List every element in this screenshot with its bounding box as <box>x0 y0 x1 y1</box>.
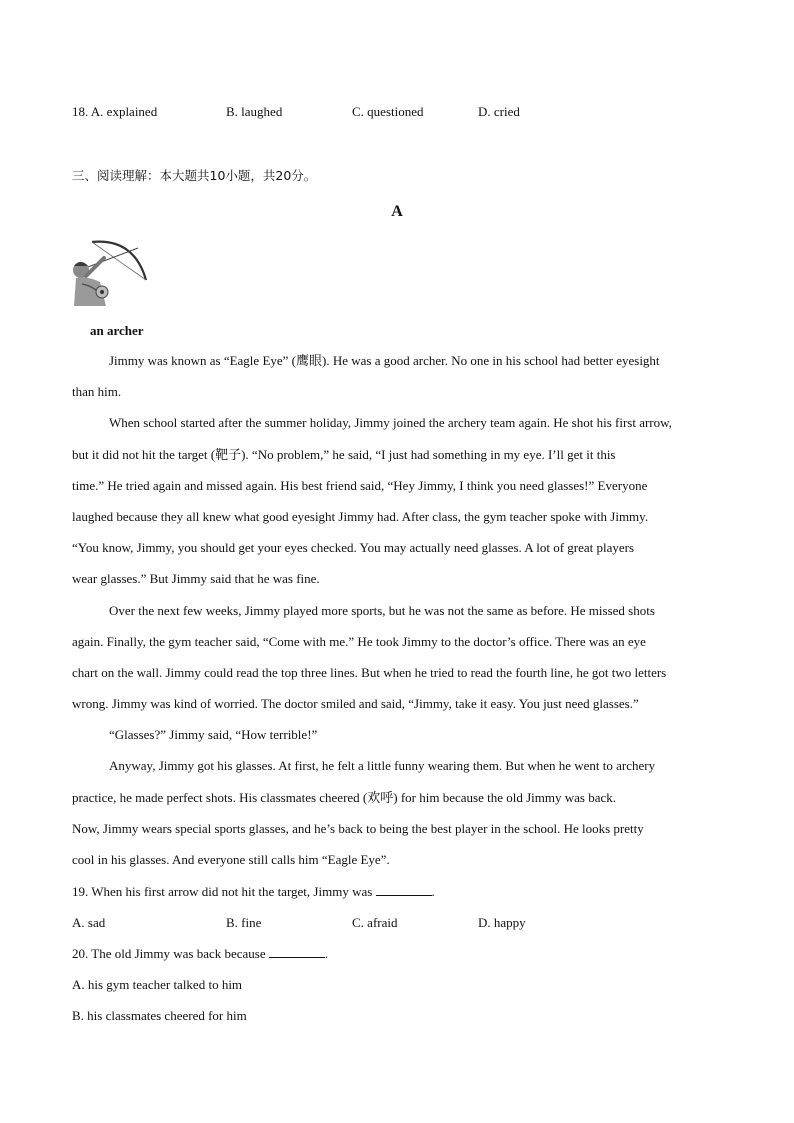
passage-line: cool in his glasses. And everyone still calls him “Eagle Eye”. <box>72 852 390 867</box>
passage-line: Over the next few weeks, Jimmy played more sports, but he was not the same as before. He missed shots <box>109 602 655 618</box>
q18-option-c: C. questioned <box>352 104 424 119</box>
passage-line: wear glasses.” But Jimmy said that he was fine. <box>72 571 320 587</box>
passage-line: When school started after the summer holiday, Jimmy joined the archery team again. He shot his first arrow, <box>109 415 672 431</box>
q18-option-a: 18. A. explained <box>72 104 158 119</box>
passage-body <box>72 345 720 875</box>
passage-title: A <box>391 203 403 220</box>
q20-stem <box>72 946 328 962</box>
q19-stem-end: . <box>431 884 435 899</box>
passage-line: wrong. Jimmy was kind of worried. The doctor smiled and said, “Jimmy, take it easy. You just need glasses.” <box>72 696 639 712</box>
q20-stem-text: 20. The old Jimmy was back because <box>72 946 266 961</box>
passage-line: laughed because they all knew what good eyesight Jimmy had. After class, the gym teacher spoke with Jimmy. <box>72 508 649 524</box>
section-header: 三、阅读理解：本大题共10小题，共20分。 <box>72 168 317 183</box>
q18-option-b: B. laughed <box>226 104 283 119</box>
image-caption: an archer <box>90 323 144 338</box>
passage-line: Jimmy was known as “Eagle Eye” (鹰眼). He was a good archer. No one in his school had better eyesight <box>109 353 660 368</box>
q19-option-b: B. fine <box>226 915 262 930</box>
passage-line: but it did not hit the target (靶子). “No problem,” he said, “I just had something in my eye. I’ll get it this <box>72 446 616 462</box>
passage-line: again. Finally, the gym teacher said, “Come with me.” He took Jimmy to the doctor’s office. There was an eye <box>72 633 646 649</box>
q18-option-d: D. cried <box>478 104 520 119</box>
q19-stem-text: 19. When his first arrow did not hit the target, Jimmy was <box>72 884 373 899</box>
q20-blank <box>269 947 325 958</box>
passage-line: practice, he made perfect shots. His classmates cheered (欢呼) for him because the old Jimmy was back. <box>72 789 617 805</box>
passage-line: “You know, Jimmy, you should get your eyes checked. You may actually need glasses. A lot of great players <box>72 540 635 556</box>
passage-line: than him. <box>72 384 122 400</box>
passage-line: “Glasses?” Jimmy said, “How terrible!” <box>109 727 318 743</box>
q19-option-d: D. happy <box>478 915 526 930</box>
q19-option-c: C. afraid <box>352 915 398 930</box>
archer-illustration <box>72 236 148 306</box>
passage-line: time.” He tried again and missed again. His best friend said, “Hey Jimmy, I think you need glasses!” Everyone <box>72 477 648 493</box>
q20-option-b: B. his classmates cheered for him <box>72 1008 247 1023</box>
passage-line: Anyway, Jimmy got his glasses. At first, he felt a little funny wearing them. But when he went to archery <box>109 758 656 774</box>
q19-blank <box>376 885 432 896</box>
passage-line: chart on the wall. Jimmy could read the top three lines. But when he tried to read the fourth line, he got two letters <box>72 664 667 680</box>
q19-option-a: A. sad <box>72 915 106 930</box>
passage-line: Now, Jimmy wears special sports glasses, and he’s back to being the best player in the school. He looks pretty <box>72 820 644 836</box>
q20-stem-end: . <box>324 946 329 961</box>
q20-option-a: A. his gym teacher talked to him <box>72 977 243 992</box>
q19-stem <box>72 884 435 900</box>
